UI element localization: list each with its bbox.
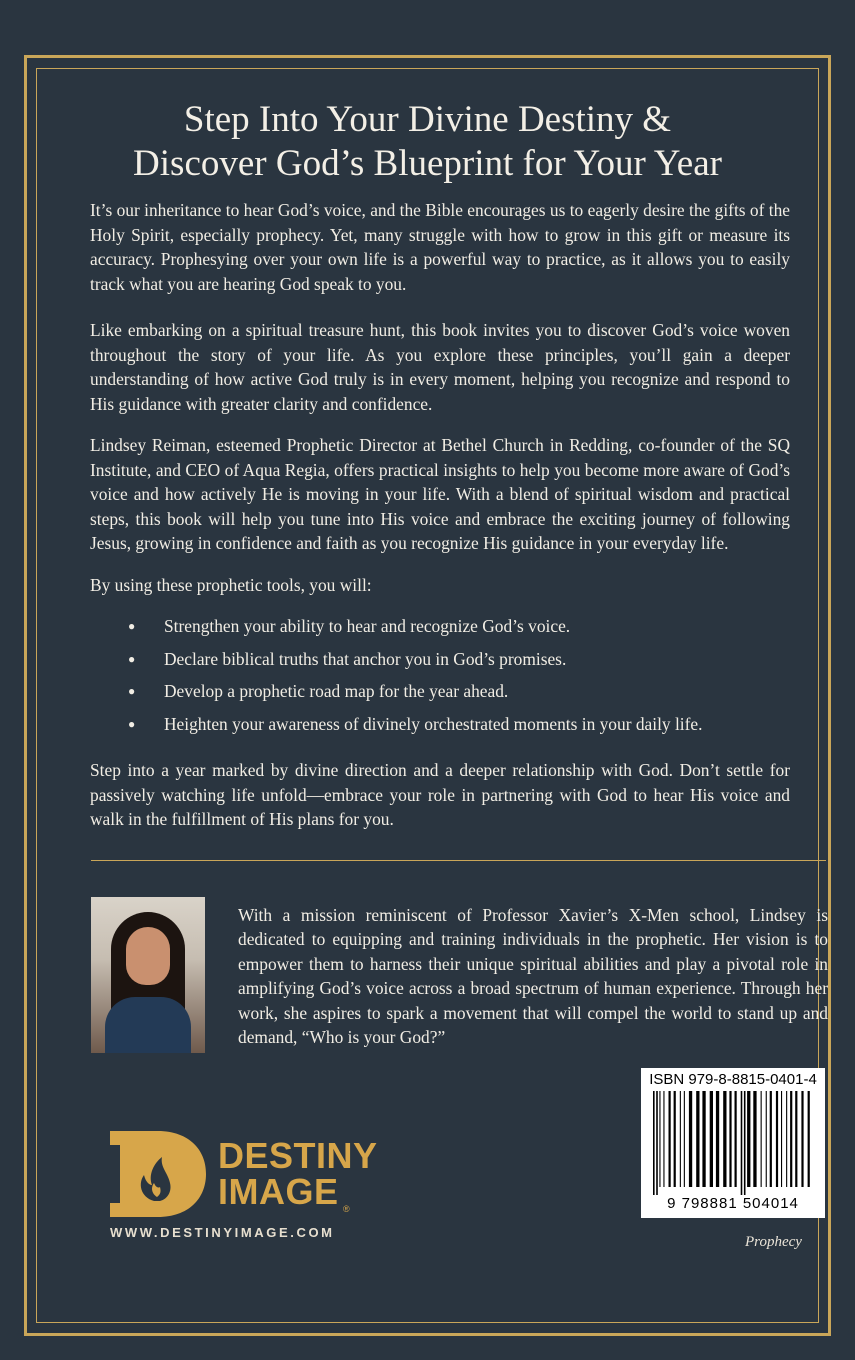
publisher-name: DESTINY IMAGE [218,1135,378,1212]
author-bio: With a mission reminiscent of Professor Xavier’s X-Men school, Lindsey is dedicated to equipping and training individuals in the prophetic. Her vision is to empower them to harness their unique spiritual abilities and play a pivotal role in amplifying God’s voice across a broad spectrum of human experience. Through her work, she aspires to spark a movement that will compel the world to stand up and demand, “Who is your God?” [238,905,828,1048]
list-item: ● Develop a prophetic road map for the year ahead. [90,675,810,708]
treasure-hunt-paragraph: Like embarking on a spiritual treasure hunt, this book invites you to discover God’s voice woven throughout the story of your life. As you explore these principles, you’ll gain a deeper understanding of how active God truly is in every moment, helping you recognize and respond to His guidance with greater clarity and confidence. [90,320,790,414]
bullet-icon: ● [128,619,136,633]
list-item: ● Heighten your awareness of divinely orchestrated moments in your daily life. [90,708,810,741]
section-divider [91,860,826,861]
bullet-icon: ● [128,651,136,666]
barcode-bars [651,1091,815,1195]
benefits-list [90,610,810,740]
book-category: Prophecy [745,1234,802,1250]
cover-headline [60,98,795,186]
list-item: ● Declare biblical truths that anchor you in God’s promises. [90,643,810,676]
tools-lead-in: By using these prophetic tools, you will: [90,575,372,595]
bullet-icon: ● [128,716,136,731]
headline-line-1: Step Into Your Divine Destiny & [183,99,672,140]
barcode-digits: 9 798881 504014 [667,1195,799,1212]
registered-mark: ® [343,1204,350,1214]
isbn-barcode [641,1068,825,1218]
headline-line-2: Discover God’s Blueprint for Your Year [133,143,722,184]
author-photo [91,897,205,1053]
publisher-url: WWW.DESTINYIMAGE.COM [110,1225,335,1240]
closing-paragraph: Step into a year marked by divine direction and a deeper relationship with God. Don’t settle for passively watching life unfold—embrace your role in partnering with God to hear His voice and walk in the fulfillment of His plans for you. [90,760,790,829]
intro-paragraph: It’s our inheritance to hear God’s voice, and the Bible encourages us to eagerly desire the gifts of the Holy Spirit, especially prophecy. Yet, many struggle with how to grow in this gift or measure its accuracy. Prophesying over your own life is a powerful way to practice, as it allows you to easily track what you are hearing God speak to you. [90,200,790,294]
bullet-icon: ● [128,684,136,698]
author-intro-paragraph: Lindsey Reiman, esteemed Prophetic Director at Bethel Church in Redding, co-founder of the SQ Institute, and CEO of Aqua Regia, offers practical insights to help you become more aware of God’s voice and how actively He is moving in your life. With a blend of spiritual wisdom and practical steps, this book will help you tune into His voice and embrace the exciting journey of following Jesus, growing in confidence and faith as you recognize His guidance in your everyday life. [90,435,790,553]
publisher-logo [110,1131,410,1251]
isbn-number: ISBN 979-8-8815-0401-4 [649,1071,817,1088]
destiny-d-flame-icon [110,1131,206,1217]
list-item: ● Strengthen your ability to hear and recognize God’s voice. [90,610,810,643]
